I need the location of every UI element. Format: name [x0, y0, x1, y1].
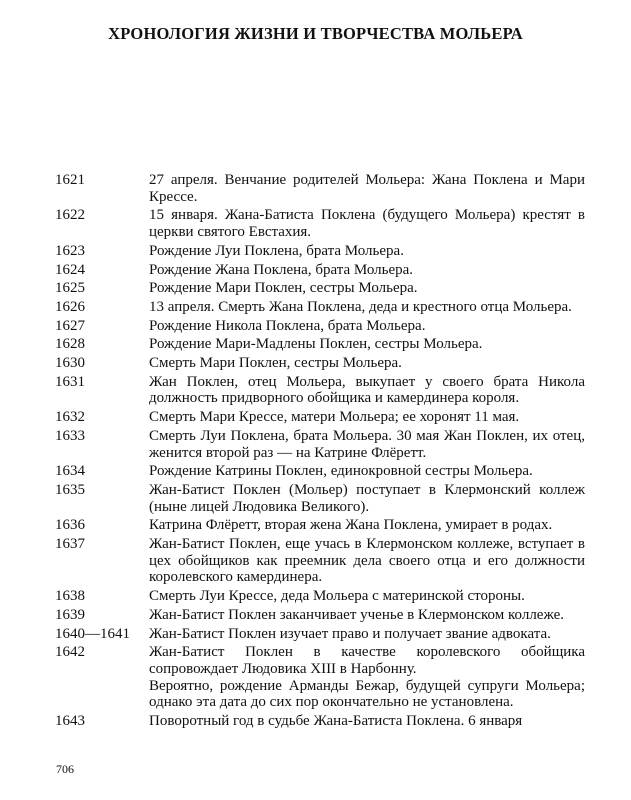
entry-year: 1638	[55, 588, 85, 605]
chronology-entry	[55, 428, 585, 461]
entry-text	[149, 482, 585, 515]
entry-year: 1636	[55, 517, 85, 534]
entry-text	[149, 207, 585, 240]
entry-paragraph: Смерть Мари Крессе, матери Мольера; ее хоронят 11 мая.	[149, 409, 520, 426]
chronology-entry	[55, 536, 585, 586]
entry-paragraph: Рождение Мари Поклен, сестры Мольера.	[149, 280, 418, 297]
chronology-entry	[55, 318, 585, 335]
chronology-entry	[55, 243, 585, 260]
entry-text	[149, 172, 585, 205]
entry-year: 1640—1641	[55, 625, 130, 642]
entry-text	[149, 644, 585, 711]
entry-year: 1625	[55, 280, 85, 297]
entry-year: 1639	[55, 606, 85, 623]
entry-paragraph: Рождение Жана Поклена, брата Мольера.	[149, 261, 414, 278]
entry-text	[149, 355, 585, 372]
entry-paragraph: Жан Поклен, отец Мольера, выкупает у своего брата Никола должность придворного обойщика и камердинера короля.	[149, 373, 585, 407]
chronology-entry	[55, 336, 585, 353]
chronology-entry	[55, 409, 585, 426]
entry-year: 1622	[55, 207, 85, 224]
chronology-entry	[55, 207, 585, 240]
chronology-entry	[55, 626, 585, 643]
entry-text	[149, 243, 585, 260]
entry-text	[149, 536, 585, 586]
chronology-list	[55, 172, 585, 732]
entry-year: 1626	[55, 298, 85, 315]
entry-text	[149, 299, 585, 316]
chronology-entry	[55, 374, 585, 407]
entry-paragraph: Жан-Батист Поклен в качестве королевского обойщика сопровождает Людовика XIII в Нарбонну.	[149, 644, 585, 677]
entry-text	[149, 280, 585, 297]
entry-paragraph: Смерть Луи Поклена, брата Мольера. 30 мая Жан Поклен, их отец, женится второй раз — на Катрине Флёретт.	[149, 427, 585, 461]
chronology-entry	[55, 517, 585, 534]
entry-year: 1635	[55, 481, 85, 498]
entry-text	[149, 626, 585, 643]
entry-year: 1621	[55, 172, 85, 188]
chronology-entry	[55, 299, 585, 316]
entry-text	[149, 517, 585, 534]
entry-text	[149, 463, 585, 480]
chronology-entry	[55, 588, 585, 605]
chronology-entry	[55, 713, 585, 730]
entry-paragraph: Поворотный год в судьбе Жана-Батиста Поклена. 6 января	[149, 713, 523, 730]
entry-text	[149, 588, 585, 605]
chronology-entry	[55, 482, 585, 515]
page-number: 706	[56, 762, 74, 776]
entry-paragraph: Жан-Батист Поклен, еще учась в Клермонском коллеже, вступает в цех обойщиков как преемник дела своего отца и его должности королевского камердинера.	[149, 536, 585, 586]
entry-text	[149, 713, 585, 730]
entry-text	[149, 409, 585, 426]
entry-year: 1642	[55, 644, 85, 661]
entry-text	[149, 318, 585, 335]
chronology-entry	[55, 607, 585, 624]
page-title: ХРОНОЛОГИЯ ЖИЗНИ И ТВОРЧЕСТВА МОЛЬЕРА	[108, 24, 523, 43]
entry-year: 1631	[55, 373, 85, 390]
entry-paragraph: 13 апреля. Смерть Жана Поклена, деда и крестного отца Мольера.	[149, 298, 572, 315]
entry-year: 1633	[55, 427, 85, 444]
entry-paragraph: Жан-Батист Поклен заканчивает ученье в Клермонском коллеже.	[149, 606, 565, 623]
entry-year: 1632	[55, 409, 85, 426]
entry-year: 1623	[55, 242, 85, 259]
entry-text	[149, 607, 585, 624]
entry-text	[149, 428, 585, 461]
entry-paragraph: Рождение Луи Поклена, брата Мольера.	[149, 242, 404, 259]
entry-paragraph: Катрина Флёретт, вторая жена Жана Поклена, умирает в родах.	[149, 517, 553, 534]
chronology-entry	[55, 280, 585, 297]
entry-year: 1637	[55, 536, 85, 553]
entry-paragraph: Жан-Батист Поклен (Мольер) поступает в Клермонский коллеж (ныне лицей Людовика Великого).	[149, 481, 585, 515]
chronology-entry	[55, 262, 585, 279]
chronology-entry	[55, 172, 585, 205]
entry-paragraph: Вероятно, рождение Арманды Бежар, будущей супруги Мольера; однако эта дата до сих пор окончательно не установлена.	[149, 677, 585, 711]
entry-year: 1624	[55, 261, 85, 278]
entry-text	[149, 262, 585, 279]
entry-text	[149, 336, 585, 353]
chronology-entry	[55, 355, 585, 372]
entry-paragraph: Рождение Мари-Мадлены Поклен, сестры Мольера.	[149, 336, 483, 353]
entry-paragraph: Смерть Мари Поклен, сестры Мольера.	[149, 355, 402, 372]
entry-paragraph: Рождение Никола Поклена, брата Мольера.	[149, 317, 426, 334]
entry-year: 1630	[55, 355, 85, 372]
chronology-entry	[55, 463, 585, 480]
chronology-entry	[55, 644, 585, 711]
entry-year: 1643	[55, 713, 85, 730]
entry-paragraph: 15 января. Жана-Батиста Поклена (будущего Мольера) крестят в церкви святого Евстахия.	[149, 207, 585, 241]
entry-paragraph: 27 апреля. Венчание родителей Мольера: Жана Поклена и Мари Крессе.	[149, 172, 585, 205]
entry-paragraph: Рождение Катрины Поклен, единокровной сестры Мольера.	[149, 463, 533, 480]
entry-year: 1627	[55, 317, 85, 334]
entry-year: 1628	[55, 336, 85, 353]
entry-year: 1634	[55, 463, 85, 480]
entry-paragraph: Смерть Луи Крессе, деда Мольера с материнской стороны.	[149, 588, 525, 605]
entry-paragraph: Жан-Батист Поклен изучает право и получает звание адвоката.	[149, 625, 551, 642]
entry-text	[149, 374, 585, 407]
